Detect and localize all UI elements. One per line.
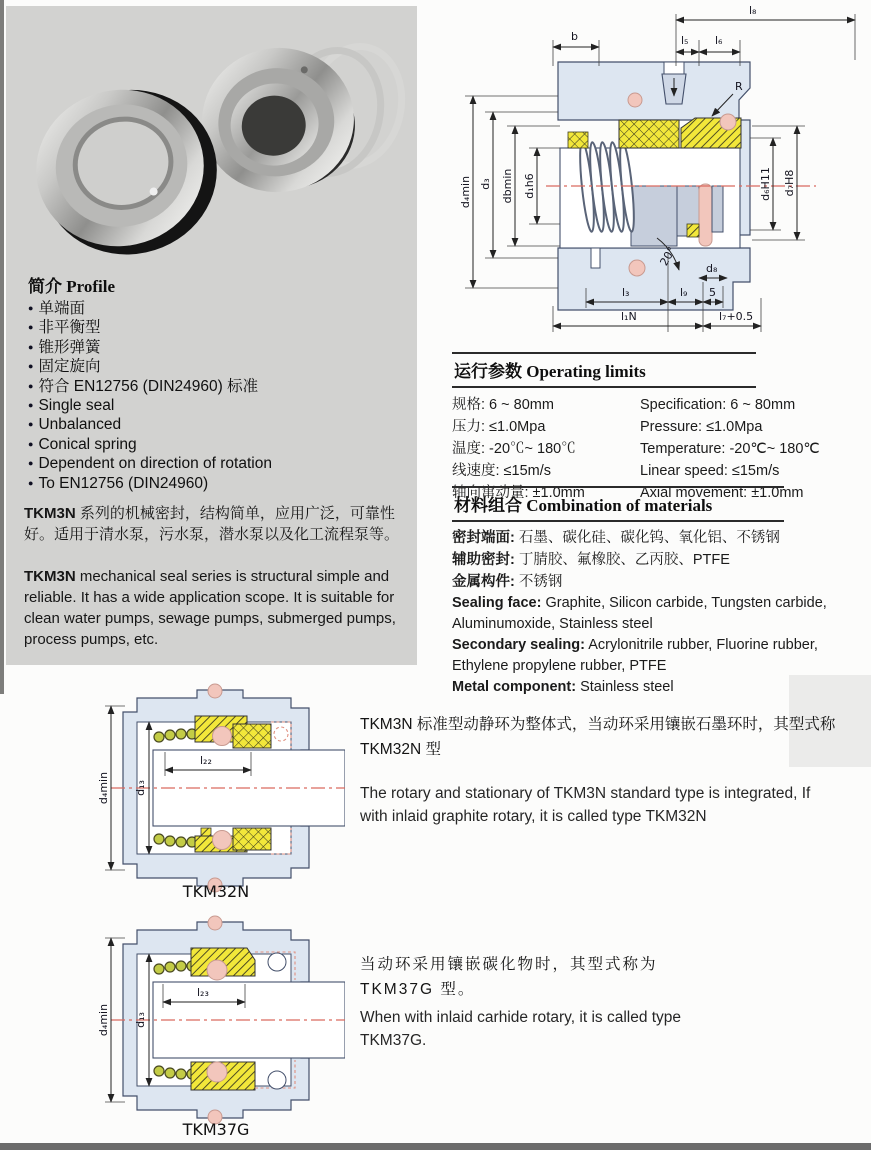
- lower-rotary-ring: [631, 186, 677, 246]
- dim-label-b: b: [571, 30, 578, 43]
- dim-label-l3: l₃: [622, 286, 630, 299]
- profile-desc-zh: [24, 504, 410, 545]
- operating-limits-heading: [452, 352, 756, 388]
- tkm32n-diagram: [95, 678, 345, 900]
- profile-desc-zh-lead: TKM3N: [24, 505, 76, 522]
- dim-label-l8: l₈: [749, 4, 757, 17]
- oring-cap: [628, 93, 642, 107]
- bellows: [699, 184, 712, 246]
- materials-heading-zh: 材料组合: [454, 496, 522, 515]
- profile-heading: [28, 272, 115, 297]
- mat-zh-label: 金属构件:: [452, 574, 515, 590]
- profile-desc-zh-text: 系列的机械密封，结构简单，应用广泛，可靠性好。适用于清水泵，污水泵，潜水泵以及化工流程泵等。: [24, 505, 400, 543]
- dim-label-l5: l₅: [681, 34, 689, 47]
- conical-spring: [577, 142, 636, 233]
- profile-bullet: ● Dependent on direction of rotation: [28, 454, 408, 473]
- materials-row-en: [452, 635, 864, 677]
- tkm37g-label-d13: d₁₃: [134, 1012, 147, 1028]
- op-pressure-en: Pressure: ≤1.0Mpa: [640, 419, 763, 435]
- housing-slot: [591, 248, 600, 268]
- dim-label-angle: 20°: [657, 244, 679, 268]
- op-pressure-zh: 压力: ≤1.0Mpa: [452, 419, 546, 435]
- profile-bullet: ● 符合 EN12756 (DIN24960) 标准: [28, 377, 408, 396]
- stationary-face: [619, 120, 679, 148]
- materials-rows: [452, 527, 864, 698]
- dim-label-dbmin: dbmin: [501, 168, 514, 204]
- dim-label-5: 5: [709, 286, 716, 299]
- op-temperature-en: Temperature: -20℃~ 180℃: [640, 441, 820, 457]
- materials-row-en: [452, 593, 864, 635]
- dim-label-l1n: l₁N: [621, 310, 637, 323]
- op-axial-en: Axial movement: ±1.0mm: [640, 485, 804, 501]
- mat-en-label: Sealing face:: [452, 595, 542, 611]
- mat-zh-value: 丁腈胶、氟橡胶、乙丙胶、PTFE: [518, 552, 730, 568]
- mat-zh-label: 密封端面:: [452, 530, 515, 546]
- tkm37g-text-block: [360, 952, 690, 1052]
- profile-bullet: ● 非平衡型: [28, 318, 408, 337]
- materials-heading: [452, 486, 784, 522]
- profile-bullet: ● 单端面: [28, 299, 408, 318]
- dim-label-l7: l₇+0.5: [719, 310, 754, 323]
- materials-row-zh: [452, 527, 864, 549]
- mat-zh-value: 石墨、碳化硅、碳化钨、氧化铝、不锈钢: [518, 530, 780, 546]
- mat-en-value: Graphite, Silicon carbide, Tungsten carbide, Aluminumoxide, Stainless steel: [452, 595, 827, 632]
- dim-label-d3: d₃: [479, 178, 492, 190]
- dim-label-d4min: d₄min: [459, 175, 472, 209]
- profile-bullet: ● Conical spring: [28, 435, 408, 454]
- mat-en-value: Stainless steel: [580, 679, 674, 695]
- tkm37g-label-d4min: d₄min: [97, 1003, 110, 1037]
- tkm32n-desc-en: The rotary and stationary of TKM3N standard type is integrated, If with inlaid graphite rotary, it is called type TKM32N: [360, 785, 811, 825]
- lower-retainer: [712, 186, 723, 232]
- dim-label-d7h8: d₇H8: [783, 169, 796, 197]
- profile-desc-en: [24, 566, 416, 650]
- drive-collar: [568, 132, 588, 148]
- profile-bullet: ● 锥形弹簧: [28, 338, 408, 357]
- tkm32n-label-l22: l₂₂: [200, 754, 212, 767]
- dim-label-l6: l₆: [715, 34, 723, 47]
- set-screw-slot: [664, 62, 684, 74]
- tkm37g-desc-zh: 当动环采用镶嵌碳化物时，其型式称为 TKM37G 型。: [360, 956, 658, 998]
- mat-zh-value: 不锈钢: [518, 574, 563, 590]
- op-axial-zh: 轴向窜动量: ±1.0mm: [452, 485, 585, 501]
- operating-limits-heading-en: Operating limits: [526, 362, 646, 381]
- tkm32n-label-d4min: d₄min: [97, 771, 110, 805]
- tkm37g-oring-top: [208, 916, 222, 930]
- dim-label-d1h6: d₁h6: [523, 173, 536, 199]
- profile-bullet: ● Unbalanced: [28, 415, 408, 434]
- profile-bullet-list: [28, 299, 408, 493]
- materials-section: [452, 486, 864, 698]
- mat-en-label: Secondary sealing:: [452, 637, 585, 653]
- gland-top-cap: [558, 62, 750, 120]
- op-speed-zh: 线速度: ≤15m/s: [452, 463, 552, 479]
- tkm37g-caption: TKM37G: [182, 1120, 250, 1138]
- materials-row-zh: [452, 549, 864, 571]
- operating-limits-section: [452, 352, 862, 504]
- mat-en-label: Metal component:: [452, 679, 577, 695]
- tkm32n-oring-top: [208, 684, 222, 698]
- profile-heading-zh: 简介: [28, 277, 62, 296]
- tkm32n-desc-zh: TKM3N 标准型动静环为整体式，当动环采用镶嵌石墨环时，其型式称 TKM32N 型: [360, 716, 836, 758]
- operating-limits-row: [452, 438, 862, 460]
- lower-seal-face: [687, 224, 699, 237]
- operating-limits-row: [452, 460, 862, 482]
- oring-top: [720, 114, 736, 130]
- dim-label-l9: l₉: [680, 286, 688, 299]
- dim-label-d8: d₈: [706, 262, 718, 275]
- profile-bullet: ● 固定旋向: [28, 357, 408, 376]
- profile-heading-en: Profile: [66, 277, 116, 296]
- op-spec-zh: 规格: 6 ~ 80mm: [452, 397, 554, 413]
- scan-footer-bar: [0, 1143, 871, 1150]
- materials-heading-en: Combination of materials: [526, 496, 713, 515]
- tkm32n-text-block: [360, 712, 840, 828]
- tkm32n-label-d13: d₁₃: [134, 780, 147, 796]
- mat-en-value: Acrylonitrile rubber, Fluorine rubber, Ethylene propylene rubber, PTFE: [452, 637, 818, 674]
- product-photo: [10, 8, 413, 270]
- tkm37g-label-l23: l₂₃: [197, 986, 209, 999]
- operating-limits-row: [452, 394, 862, 416]
- operating-limits-row: [452, 416, 862, 438]
- mat-zh-label: 辅助密封:: [452, 552, 515, 568]
- main-assembly-diagram: [441, 0, 871, 350]
- profile-desc-en-text: mechanical seal series is structural simple and reliable. It has a wide application scope. It is suitable for clean water pumps, sewage pumps, submerged pumps, process pumps, etc.: [24, 568, 396, 648]
- housing-oring-bottom: [629, 260, 645, 276]
- op-speed-en: Linear speed: ≤15m/s: [640, 463, 780, 479]
- profile-bullet: ● Single seal: [28, 396, 408, 415]
- op-temperature-zh: 温度: -20℃~ 180℃: [452, 441, 576, 457]
- profile-desc-en-lead: TKM3N: [24, 568, 76, 585]
- tkm32n-caption: TKM32N: [182, 882, 250, 900]
- housing-bottom: [558, 248, 750, 310]
- materials-row-zh: [452, 571, 864, 593]
- op-spec-en: Specification: 6 ~ 80mm: [640, 397, 796, 413]
- profile-bullet: ● To EN12756 (DIN24960): [28, 474, 408, 493]
- dim-label-r: R: [735, 80, 743, 93]
- operating-limits-heading-zh: 运行参数: [454, 362, 522, 381]
- tkm37g-diagram: [95, 910, 345, 1138]
- scan-edge-line: [0, 0, 4, 694]
- tkm37g-desc-en: When with inlaid carhide rotary, it is called type TKM37G.: [360, 1009, 682, 1049]
- dim-label-d6h11: d₆H11: [759, 167, 772, 201]
